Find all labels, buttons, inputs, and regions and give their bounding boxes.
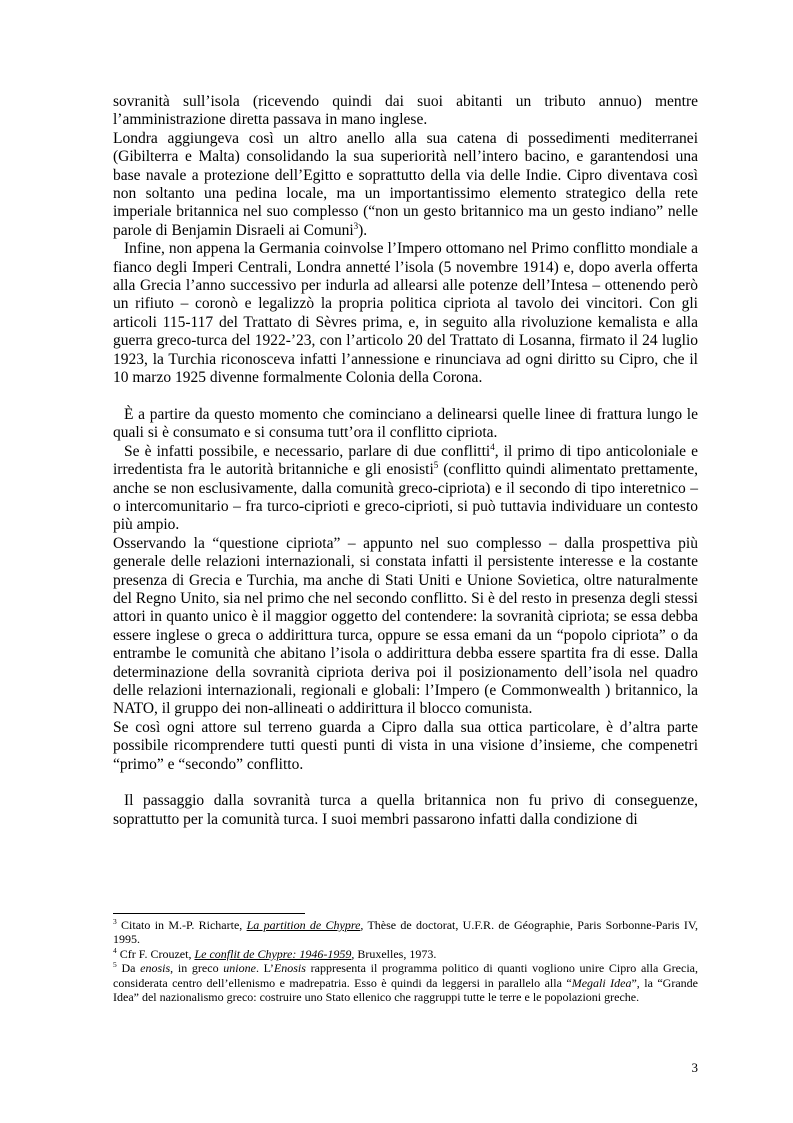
paragraph-3: Infine, non appena la Germania coinvolse l’Impero ottomano nel Primo conflitto mondiale a fianco degli Imperi Centrali, Londra annetté l’isola (5 novembre 1914) e, dopo averla offerta alla Grecia l’anno successivo per indurla ad allearsi alle potenze dell’Intesa – ottenendo però un rifiuto – coronò e legalizzò la propria politica cipriota al tavolo dei vincitori. Con gli articoli 115-117 del Trattato di Sèvres prima, e, in seguito alla rivoluzione kemalista e alla guerra greco-turca del 1922-’23, con l’articolo 20 del Trattato di Losanna, firmato il 24 luglio 1923, la Turchia riconosceva infatti l’annessione e rinunciava ad ogni diritto su Cipro, che il 10 marzo 1925 divenne formalmente Colonia della Corona.	[113, 240, 698, 387]
footnote-divider	[113, 913, 305, 914]
paragraph-1: sovranità sull’isola (ricevendo quindi dai suoi abitanti un tributo annuo) mentre l’amministrazione diretta passava in mano inglese.	[113, 93, 698, 129]
paragraph-8: Il passaggio dalla sovranità turca a quella britannica non fu privo di conseguenze, soprattutto per la comunità turca. I suoi membri passarono infatti dalla condizione di	[113, 792, 698, 828]
footnote-4-title-link[interactable]: Le conflit de Chypre: 1946-1959	[194, 946, 352, 961]
footnote-ref-3[interactable]: 3	[353, 220, 359, 231]
footnote-5: $^5$ Da enosis, in greco unione. L’Enosis rappresenta il programma politico di quanti vogliono unire Cipro alla Grecia, considerata centro dell’ellenismo e madrepatria. Esso è quindi da leggersi in parallelo alla “Megali Idea”, la “Grande Idea” del nazionalismo greco: costruire uno Stato ellenico che raggruppi tutte le terre e le popolazioni greche.	[113, 960, 698, 1005]
footnote-4: $^4$ Cfr F. Crouzet, Le conflit de Chypre: 1946-1959, Bruxelles, 1973.	[113, 945, 437, 961]
paragraph-7: Se così ogni attore sul terreno guarda a Cipro dalla sua ottica particolare, è d’altra parte possibile ricomprendere tutti questi punti di vista in una visione d’insieme, che compenetri “primo” e “secondo” conflitto.	[113, 718, 698, 773]
paragraph-5: Se è infatti possibile, e necessario, parlare di due conflitti$^4$, il primo di tipo anticoloniale e irredentista fra le autorità britanniche e gli enosisti$^5$ (conflitto quindi alimentato prettamente, anche se non esclusivamente, dalla comunità greco-cipriota) e il secondo di tipo interetnico – o intercomunitario – fra turco-ciprioti e greco-ciprioti, si può tuttavia individuare un contesto più ampio.	[113, 441, 698, 534]
footnote-ref-4[interactable]: 4	[490, 441, 495, 452]
footnotes	[113, 918, 698, 1004]
page-number: 3	[691, 1060, 698, 1075]
paragraph-4: È a partire da questo momento che cominciano a delinearsi quelle linee di frattura lungo le quali si è consumato e si consuma tutt’ora il conflitto cipriota.	[113, 405, 698, 442]
footnote-ref-5[interactable]: 5	[433, 460, 439, 471]
footnote-3: $^3$ Citato in M.-P. Richarte, La partition de Chypre, Thèse de doctorat, U.F.R. de Géographie, Paris Sorbonne-Paris IV, 1995.	[113, 917, 698, 947]
body-text	[113, 93, 698, 829]
paragraph-6: Osservando la “questione cipriota” – appunto nel suo complesso – dalla prospettiva più generale delle relazioni internazionali, si constata infatti il persistente interesse e la costante presenza di Grecia e Turchia, ma anche di Stati Uniti e Unione Sovietica, oltre naturalmente del Regno Unito, sia nel primo che nel secondo conflitto. Si è del resto in presenza degli stessi attori in quanto unico è il maggior oggetto del contendere: la sovranità cipriota; se essa debba essere inglese o greca o addirittura turca, oppure se essa emani da un “popolo cipriota” o da entrambe le comunità che abitano l’isola o addirittura debba essere spartita fra di esse. Dalla determinazione della sovranità cipriota deriva poi il posizionamento dell’isola nel quadro delle relazioni internazionali, regionali e globali: l’Impero (e Commonwealth ) britannico, la NATO, il gruppo dei non-allineati o addirittura il blocco comunista.	[113, 534, 698, 718]
footnote-3-title-link[interactable]: La partition de Chypre	[246, 918, 361, 932]
paragraph-2: Londra aggiungeva così un altro anello alla sua catena di possedimenti mediterranei (Gibilterra e Malta) consolidando la sua superiorità nell’intero bacino, e garantendosi una base navale a protezione dell’Egitto e soprattutto della via delle Indie. Cipro diventava così non soltanto una pedina locale, ma un importantissimo elemento strategico della rete imperiale britannica nel suo complesso (“non un gesto britannico ma un gesto indiano” nelle parole di Benjamin Disraeli ai Comuni$^3$).	[113, 129, 698, 239]
